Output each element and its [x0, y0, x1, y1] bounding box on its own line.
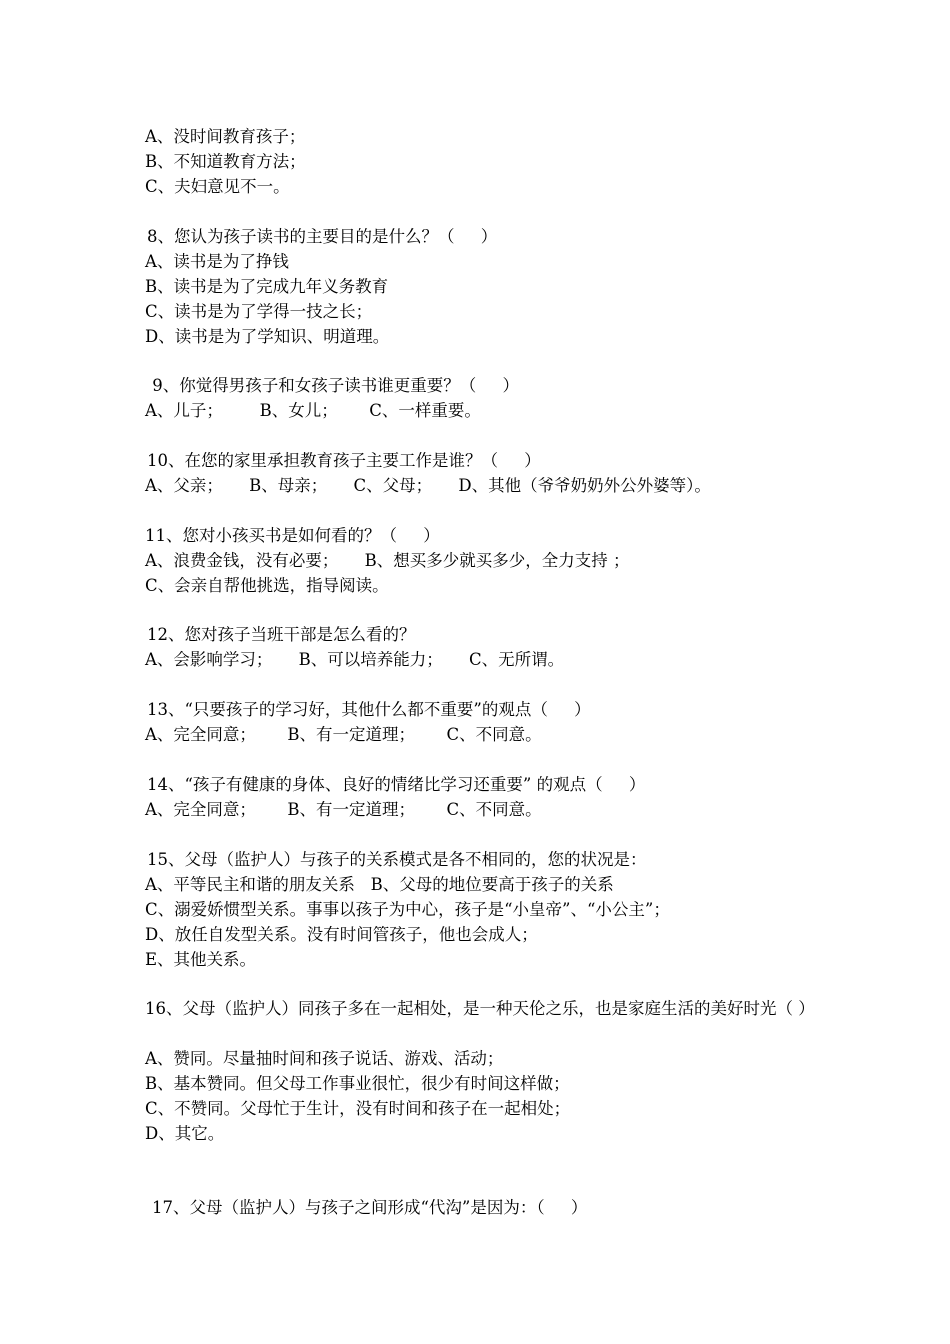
option-line: C、不赞同。父母忙于生计，没有时间和孩子在一起相处；	[145, 1099, 571, 1118]
question-8: 8、您认为孩子读书的主要目的是什么？（ ）	[147, 227, 498, 246]
option-line: A、读书是为了挣钱	[145, 252, 289, 271]
option-line: B、不知道教育方法；	[145, 152, 306, 171]
option-line: A、父亲； B、母亲； C、父母； D、其他（爷爷奶奶外公外婆等）。	[145, 476, 711, 495]
option-line: A、没时间教育孩子；	[145, 127, 306, 146]
option-line: A、会影响学习； B、可以培养能力； C、无所谓。	[145, 650, 565, 669]
option-line: E、其他关系。	[145, 950, 257, 969]
question-12: 12、您对孩子当班干部是怎么看的？	[147, 625, 416, 644]
option-line: A、平等民主和谐的朋友关系 B、父母的地位要高于孩子的关系	[145, 875, 614, 894]
option-line: C、夫妇意见不一。	[145, 177, 290, 196]
option-line: A、浪费金钱，没有必要； B、想买多少就买多少，全力支持 ；	[145, 551, 630, 570]
option-line: D、放任自发型关系。没有时间管孩子，他也会成人；	[145, 925, 538, 944]
option-line: A、完全同意； B、有一定道理； C、不同意。	[145, 725, 542, 744]
option-line: B、基本赞同。但父母工作事业很忙，很少有时间这样做；	[145, 1074, 570, 1093]
option-line: C、读书是为了学得一技之长；	[145, 302, 373, 321]
option-line: D、其它。	[145, 1124, 225, 1143]
question-17: 17、父母（监护人）与孩子之间形成“代沟”是因为：（ ）	[152, 1198, 588, 1217]
option-line: D、读书是为了学知识、明道理。	[145, 327, 390, 346]
question-9: 9、你觉得男孩子和女孩子读书谁更重要？（ ）	[147, 376, 519, 395]
question-16: 16、父母（监护人）同孩子多在一起相处，是一种天伦之乐，也是家庭生活的美好时光（ ）	[145, 999, 815, 1018]
question-15: 15、父母（监护人）与孩子的关系模式是各不相同的，您的状况是：	[147, 850, 647, 869]
option-line: C、会亲自帮他挑选，指导阅读。	[145, 576, 389, 595]
option-line: B、读书是为了完成九年义务教育	[145, 277, 389, 296]
option-line: A、儿子； B、女儿； C、一样重要。	[145, 401, 481, 420]
question-13: 13、“只要孩子的学习好，其他什么都不重要”的观点（ ）	[147, 700, 591, 719]
question-14: 14、“孩子有健康的身体、良好的情绪比学习还重要” 的观点（ ）	[147, 775, 646, 794]
question-11: 11、您对小孩买书是如何看的？（ ）	[145, 526, 440, 545]
option-line: A、完全同意； B、有一定道理； C、不同意。	[145, 800, 542, 819]
option-line: C、溺爱娇惯型关系。事事以孩子为中心，孩子是“小皇帝”、“小公主”；	[145, 900, 670, 919]
option-line: A、赞同。尽量抽时间和孩子说话、游戏、活动；	[145, 1049, 504, 1068]
question-10: 10、在您的家里承担教育孩子主要工作是谁？（ ）	[147, 451, 541, 470]
